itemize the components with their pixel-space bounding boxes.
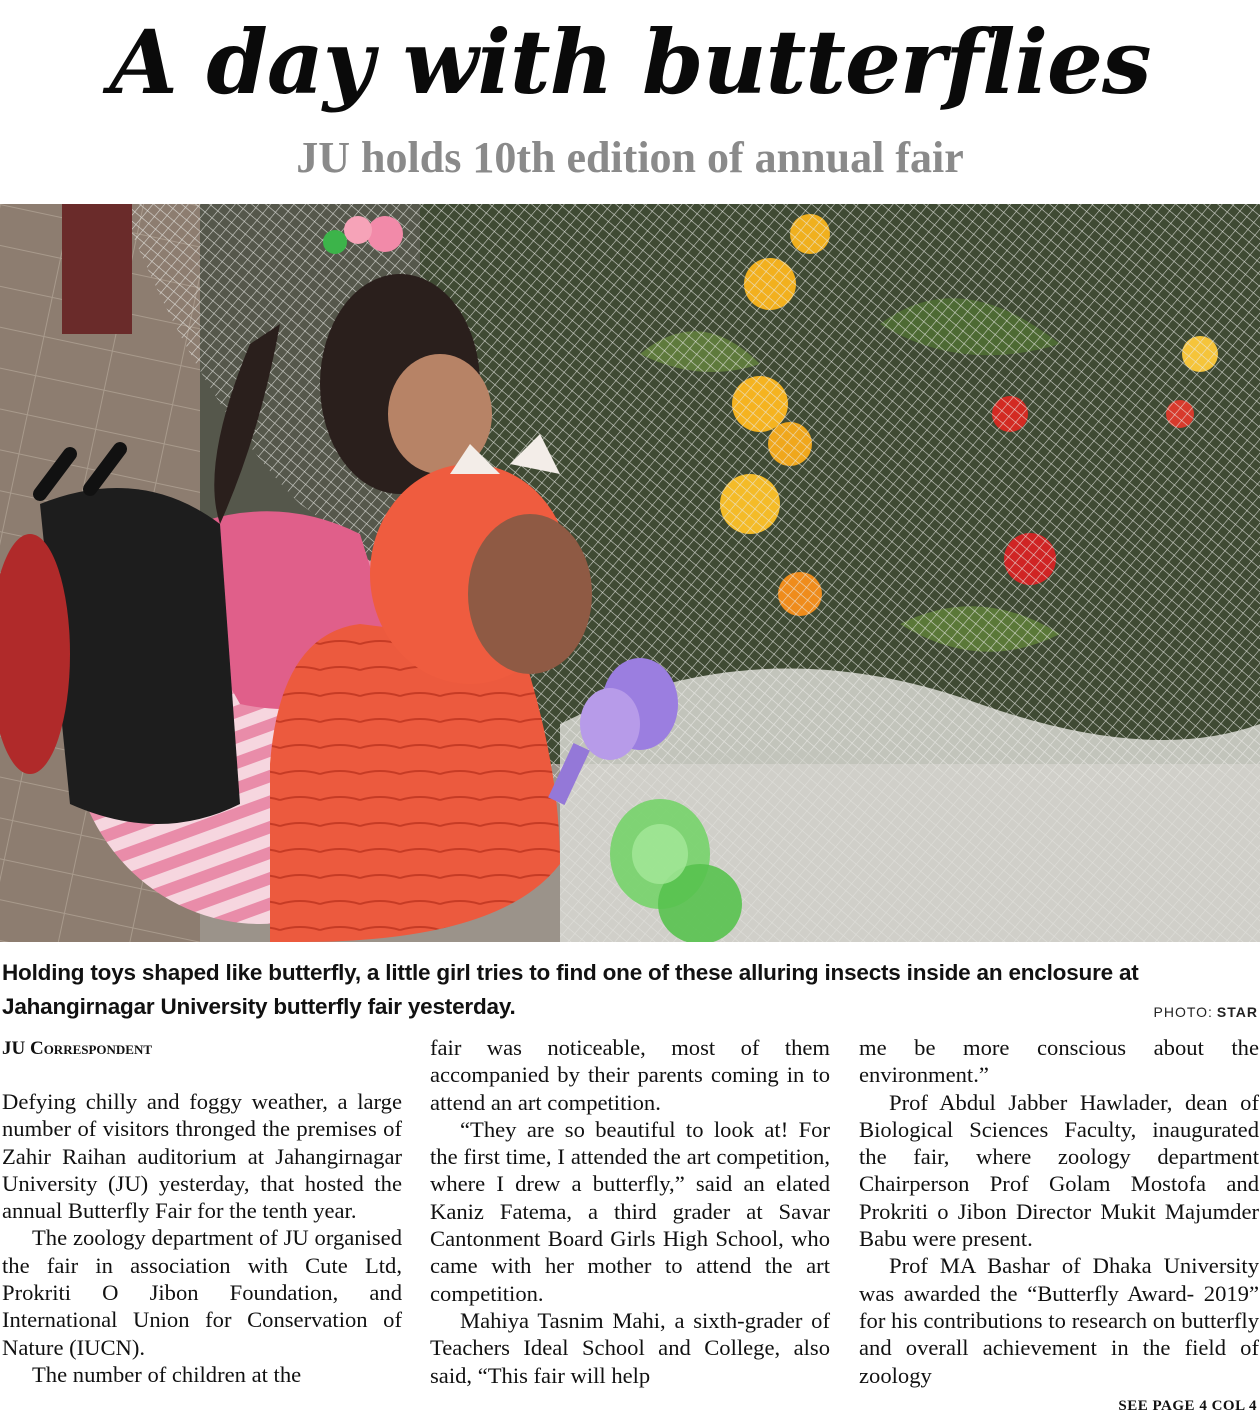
subheadline: JU holds 10th edition of annual fair [296, 133, 964, 182]
paragraph: Prof MA Bashar of Dhaka University was awarded the “Butterfly Award- 2019” for his contributions to research on butterfly and overall achievement in the field of zoology [859, 1253, 1259, 1388]
photo-credit-label: PHOTO: [1153, 1004, 1213, 1020]
paragraph: Mahiya Tasnim Mahi, a sixth-grader of Teachers Ideal School and College, also said, “This fair will help [430, 1307, 830, 1388]
byline: JU Correspondent [2, 1038, 153, 1059]
article-column-2 [430, 1034, 830, 1389]
photo-credit-source: STAR [1216, 1004, 1258, 1020]
paragraph: The number of children at the [32, 1361, 302, 1387]
article-column-1 [2, 1034, 402, 1388]
news-photo [0, 204, 1260, 942]
paragraph: me be more conscious about the environment.” [859, 1035, 1259, 1088]
photo-illustration [0, 204, 1260, 942]
paragraph: The zoology department of JU organised the fair in association with Cute Ltd, Prokriti O Jibon Foundation, and International Union for Conservation of Nature (IUCN). [2, 1225, 402, 1360]
article-column-3 [859, 1034, 1259, 1389]
paragraph: fair was noticeable, most of them accompanied by their parents coming in to attend an art competition. [430, 1035, 830, 1115]
paragraph: Defying chilly and foggy weather, a large number of visitors thronged the premises of Zahir Raihan auditorium at Jahangirnagar University (JU) yesterday, that hosted the annual Butterfly Fair for the tenth year. [2, 1089, 402, 1224]
continuation-note: SEE PAGE 4 COL 4 [1118, 1398, 1257, 1414]
headline: A day with butterflies [109, 10, 1151, 114]
paragraph: Prof Abdul Jabber Hawlader, dean of Biological Sciences Faculty, inaugurated the fair, where zoology department Chairperson Prof Golam Mostofa and Prokriti o Jibon Director Mukit Majumder Babu were present. [859, 1089, 1259, 1252]
paragraph: “They are so beautiful to look at! For the first time, I attended the art competition, where I drew a butterfly,” said an elated Kaniz Fatema, a third grader at Savar Cantonment Board Girls High School, who came with her mother to attend the art competition. [430, 1116, 830, 1306]
photo-credit [1154, 1004, 1259, 1020]
photo-caption: Holding toys shaped like butterfly, a little girl tries to find one of these alluring insects inside an enclosure at Jahangirnagar University butterfly fair yesterday. [2, 960, 1139, 1019]
